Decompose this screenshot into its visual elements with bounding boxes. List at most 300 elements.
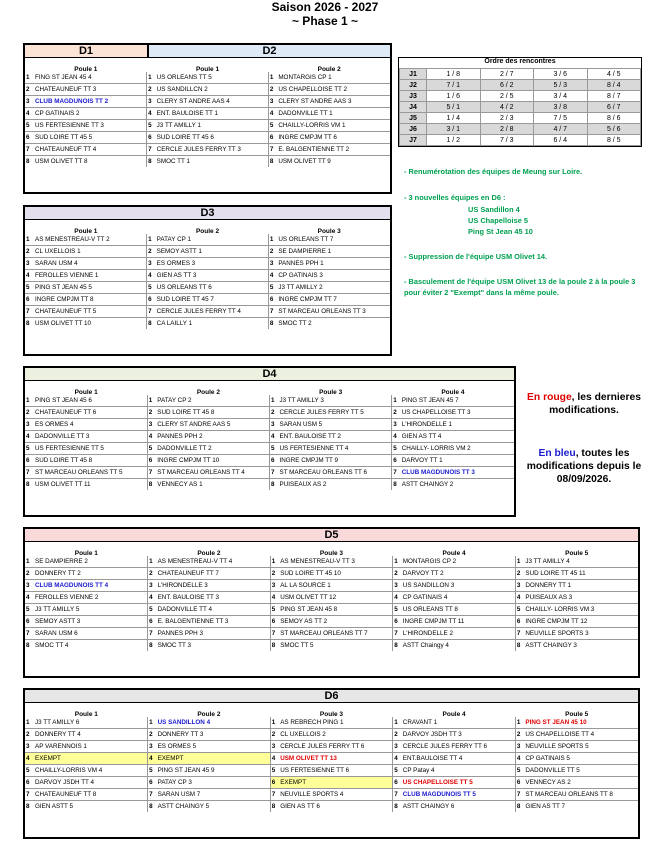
team-cell: PATAY CP 2 bbox=[155, 395, 269, 407]
team-cell: US CHAPELLOISE TT 5 bbox=[401, 777, 516, 789]
team-number: 7 bbox=[392, 467, 400, 479]
team-cell: DARVOY JSDH TT 3 bbox=[401, 729, 516, 741]
match-pairing: 8 / 7 bbox=[587, 91, 641, 102]
team-number: 3 bbox=[270, 580, 278, 592]
team-cell: SMOC TT 5 bbox=[278, 640, 393, 652]
team-cell: ENT. BAULOISE TT 3 bbox=[156, 592, 271, 604]
team-number: 6 bbox=[515, 616, 523, 628]
team-number: 5 bbox=[25, 282, 33, 294]
team-number: 5 bbox=[147, 282, 155, 294]
team-number: 1 bbox=[25, 556, 33, 568]
table-row bbox=[25, 132, 390, 144]
team-cell: GIEN AS TT 7 bbox=[525, 803, 566, 810]
team-cell: INGRE CMPJM TT 12 bbox=[523, 616, 638, 628]
team-cell: US ORLEANS TT 6 bbox=[155, 282, 269, 294]
d1-label: D1 bbox=[25, 45, 149, 57]
team-number: 1 bbox=[25, 234, 33, 246]
team-cell: USM OLIVET TT 13 bbox=[278, 753, 393, 765]
poule-header-row bbox=[25, 58, 390, 72]
table-row bbox=[25, 246, 390, 258]
team-cell: J3 TT AMILLY 3 bbox=[278, 395, 392, 407]
match-pairing: 6 / 2 bbox=[480, 80, 534, 91]
legend-red bbox=[525, 391, 643, 417]
team-number: 2 bbox=[268, 84, 276, 96]
team-cell: CHAILLY-LORRIS VM 4 bbox=[33, 765, 148, 777]
team-cell: E. BALGENTIENNE TT 3 bbox=[156, 616, 271, 628]
match-order-row bbox=[400, 91, 641, 102]
team-cell: ST MARCEAU ORLEANS TT 7 bbox=[278, 628, 393, 640]
team-number: 4 bbox=[25, 753, 33, 765]
team-number: 7 bbox=[25, 789, 33, 801]
team-number: 7 bbox=[393, 789, 401, 801]
team-number: 7 bbox=[268, 306, 276, 318]
team-number: 6 bbox=[515, 777, 523, 789]
table-row bbox=[25, 294, 390, 306]
team-number: 7 bbox=[147, 467, 155, 479]
team-cell: CP Patay 4 bbox=[401, 765, 516, 777]
match-pairing: 2 / 5 bbox=[480, 91, 534, 102]
team-cell: AP VARENNOIS 1 bbox=[33, 741, 148, 753]
team-cell: L'HIRONDELLE 3 bbox=[156, 580, 271, 592]
team-number: 1 bbox=[147, 234, 155, 246]
team-number: 5 bbox=[148, 765, 156, 777]
table-row bbox=[25, 156, 390, 168]
team-number: 7 bbox=[147, 306, 155, 318]
team-number: 4 bbox=[270, 753, 278, 765]
team-number: 2 bbox=[25, 246, 33, 258]
team-cell: CHAILLY- LORRIS VM 2 bbox=[400, 443, 514, 455]
team-cell: DADONVILLE TT 1 bbox=[276, 108, 390, 120]
team-number: 6 bbox=[147, 294, 155, 306]
team-cell: CL UXELLOIS 1 bbox=[33, 246, 147, 258]
team-number: 6 bbox=[268, 294, 276, 306]
team-cell: ST MARCEAU ORLEANS TT 3 bbox=[276, 306, 390, 318]
team-cell: SEMOY ASTT 3 bbox=[33, 616, 148, 628]
team-cell: US CHAPELLOISE TT 3 bbox=[400, 407, 514, 419]
note-switch: - Basculement de l'équipe USM Olivet 13 de la poule 2 à la poule 3 pour éviter 2 "Exempt" dans la même poule. bbox=[404, 277, 636, 297]
match-order-title: Ordre des rencontres bbox=[484, 58, 556, 65]
team-cell: US ORLEANS TT 7 bbox=[276, 234, 390, 246]
team-cell: ST MARCEAU ORLEANS TT 6 bbox=[278, 467, 392, 479]
team-cell: US SANDILLON 4 bbox=[156, 717, 271, 729]
match-pairing: 2 / 8 bbox=[480, 124, 534, 135]
team-number: 4 bbox=[148, 753, 156, 765]
team-cell: ASTT CHAINGY 6 bbox=[401, 801, 516, 813]
table-row bbox=[25, 556, 638, 568]
team-cell: J3 TT AMILLY 4 bbox=[523, 556, 638, 568]
team-cell: US SANDILLON 3 bbox=[401, 580, 516, 592]
team-cell: CLUB MAGDUNOIS TT 4 bbox=[33, 580, 148, 592]
team-number: 8 bbox=[394, 642, 398, 649]
team-cell: SUD LOIRE TT 45 7 bbox=[155, 294, 269, 306]
table-row bbox=[25, 96, 390, 108]
d5-label: D5 bbox=[25, 529, 638, 542]
team-number: 6 bbox=[147, 455, 155, 467]
table-row bbox=[25, 640, 638, 652]
team-cell: MONTARGIS CP 1 bbox=[276, 72, 390, 84]
team-number: 2 bbox=[148, 729, 156, 741]
team-number: 5 bbox=[147, 120, 155, 132]
match-pairing: 1 / 4 bbox=[427, 113, 481, 124]
team-cell: ENT. BAULOISE TT 1 bbox=[155, 108, 269, 120]
team-cell: USM OLIVET TT 8 bbox=[33, 156, 147, 168]
team-cell: AL LA SOURCE 1 bbox=[278, 580, 393, 592]
team-cell: PING ST JEAN 45 5 bbox=[33, 282, 147, 294]
team-number: 1 bbox=[270, 395, 278, 407]
team-number: 2 bbox=[268, 246, 276, 258]
team-number: 5 bbox=[25, 443, 33, 455]
poule-header: Poule 5 bbox=[565, 550, 589, 557]
match-pairing: 4 / 7 bbox=[534, 124, 588, 135]
matchday-label: J5 bbox=[400, 113, 427, 124]
team-cell: CP GATINAIS 4 bbox=[401, 592, 516, 604]
note-new-team-1: US Sandillon 4 bbox=[468, 205, 520, 214]
poule-header-row bbox=[25, 381, 514, 395]
team-cell: CLERY ST ANDRE AAS 5 bbox=[155, 419, 269, 431]
match-pairing: 8 / 6 bbox=[587, 113, 641, 124]
team-number: 8 bbox=[149, 803, 153, 810]
team-number: 8 bbox=[26, 320, 30, 327]
team-cell: SEMOY ASTT 1 bbox=[155, 246, 269, 258]
team-number: 6 bbox=[268, 132, 276, 144]
team-number: 8 bbox=[394, 803, 398, 810]
table-row bbox=[25, 419, 514, 431]
team-number: 1 bbox=[148, 717, 156, 729]
team-cell: CHAILLY-LORRIS VM 1 bbox=[276, 120, 390, 132]
team-cell: SARAN USM 5 bbox=[278, 419, 392, 431]
table-row bbox=[25, 234, 390, 246]
team-number: 8 bbox=[271, 642, 276, 649]
table-row bbox=[25, 443, 514, 455]
team-cell: E. BALGENTIENNE TT 2 bbox=[276, 144, 390, 156]
team-number: 8 bbox=[269, 158, 274, 165]
match-pairing: 6 / 7 bbox=[587, 102, 641, 113]
team-number: 8 bbox=[271, 803, 276, 810]
team-number: 4 bbox=[147, 270, 155, 282]
team-number: 4 bbox=[25, 270, 33, 282]
team-cell: GIEN ASTT 5 bbox=[33, 801, 148, 813]
team-cell: CHATEAUNEUF TT 5 bbox=[33, 306, 147, 318]
table-row bbox=[25, 407, 514, 419]
team-cell: PATAY CP 3 bbox=[156, 777, 271, 789]
team-number: 7 bbox=[25, 306, 33, 318]
team-cell: CLERY ST ANDRE AAS 3 bbox=[276, 96, 390, 108]
table-row bbox=[25, 431, 514, 443]
match-order-row bbox=[400, 102, 641, 113]
matchday-label: J4 bbox=[400, 102, 427, 113]
team-cell: DONNERY TT 4 bbox=[33, 729, 148, 741]
division-d6-block bbox=[23, 688, 640, 839]
team-cell: ES ORMES 3 bbox=[155, 258, 269, 270]
poule-header-row bbox=[25, 220, 390, 234]
division-d5-block bbox=[23, 527, 640, 678]
team-cell: SMOC TT 3 bbox=[156, 640, 271, 652]
team-cell: DADONVILLE TT 3 bbox=[33, 431, 147, 443]
team-cell: VENNECY AS 2 bbox=[523, 777, 638, 789]
legend-blue-word: En bleu bbox=[538, 448, 576, 459]
team-number: 5 bbox=[515, 604, 523, 616]
team-number: 3 bbox=[148, 741, 156, 753]
team-cell: EXEMPT bbox=[33, 753, 148, 765]
team-number: 2 bbox=[393, 729, 401, 741]
team-cell: SUD LOIRE TT 45 5 bbox=[33, 132, 147, 144]
team-cell: PING ST JEAN 45 8 bbox=[278, 604, 393, 616]
team-cell: J3 TT AMILLY 6 bbox=[33, 717, 148, 729]
team-number: 8 bbox=[271, 481, 275, 488]
team-number: 3 bbox=[268, 96, 276, 108]
team-number: 3 bbox=[393, 741, 401, 753]
team-cell: CP GATINAIS 5 bbox=[523, 753, 638, 765]
team-cell: SMOC TT 4 bbox=[33, 640, 148, 652]
team-number: 6 bbox=[25, 777, 33, 789]
match-pairing: 1 / 2 bbox=[427, 135, 481, 146]
team-number: 1 bbox=[147, 395, 155, 407]
team-cell: CHAILLY- LORRIS VM 3 bbox=[523, 604, 638, 616]
team-cell: PING ST JEAN 45 10 bbox=[523, 717, 638, 729]
match-pairing: 2 / 7 bbox=[480, 69, 534, 80]
team-cell: INGRE CMPJM TT 10 bbox=[155, 455, 269, 467]
team-number: 1 bbox=[393, 717, 401, 729]
poule-header: Poule 1 bbox=[74, 66, 98, 73]
poule-header-row bbox=[25, 542, 638, 556]
team-cell: PANNES PPH 2 bbox=[155, 431, 269, 443]
table-row bbox=[25, 306, 390, 318]
table-row bbox=[25, 592, 638, 604]
table-row bbox=[25, 789, 638, 801]
matchday-label: J6 bbox=[400, 124, 427, 135]
team-cell: ASTT Chaingy 4 bbox=[401, 640, 516, 652]
team-cell: CERCLE JULES FERRY TT 3 bbox=[155, 144, 269, 156]
team-number: 4 bbox=[270, 592, 278, 604]
team-cell: INGRE CMPJM TT 8 bbox=[33, 294, 147, 306]
team-cell: ST MARCEAU ORLEANS TT 4 bbox=[155, 467, 269, 479]
match-pairing: 8 / 5 bbox=[587, 135, 641, 146]
table-row bbox=[25, 108, 390, 120]
table-row bbox=[25, 282, 390, 294]
team-cell: SUD LOIRE TT 45 8 bbox=[33, 455, 147, 467]
match-pairing: 3 / 1 bbox=[427, 124, 481, 135]
team-number: 1 bbox=[268, 72, 276, 84]
team-number: 2 bbox=[147, 84, 155, 96]
team-cell: ASTT CHAINGY 5 bbox=[156, 801, 271, 813]
team-number: 3 bbox=[268, 258, 276, 270]
team-number: 4 bbox=[147, 431, 155, 443]
table-row bbox=[25, 580, 638, 592]
team-cell: CP GATINAIS 2 bbox=[33, 108, 147, 120]
team-number: 4 bbox=[25, 108, 33, 120]
team-cell: DONNERY TT 1 bbox=[523, 580, 638, 592]
team-number: 1 bbox=[270, 556, 278, 568]
team-cell: J3 TT AMILLY 5 bbox=[33, 604, 148, 616]
team-number: 3 bbox=[392, 419, 400, 431]
team-cell: CLERY ST ANDRE AAS 4 bbox=[155, 96, 269, 108]
table-row bbox=[25, 616, 638, 628]
team-number: 4 bbox=[393, 592, 401, 604]
team-number: 7 bbox=[148, 789, 156, 801]
match-pairing: 3 / 4 bbox=[534, 91, 588, 102]
team-number: 4 bbox=[147, 108, 155, 120]
team-number: 8 bbox=[516, 642, 521, 649]
team-number: 3 bbox=[515, 580, 523, 592]
team-cell: SUD LOIRE TT 45 6 bbox=[155, 132, 269, 144]
team-number: 5 bbox=[25, 604, 33, 616]
team-cell: J3 TT AMILLY 2 bbox=[276, 282, 390, 294]
team-number: 4 bbox=[268, 108, 276, 120]
team-number: 8 bbox=[26, 803, 30, 810]
team-number: 7 bbox=[25, 144, 33, 156]
team-number: 6 bbox=[270, 455, 278, 467]
team-cell: AS MENESTREAU-V TT 4 bbox=[156, 556, 271, 568]
team-number: 2 bbox=[515, 729, 523, 741]
legend-red-text: , les dernieres modifications. bbox=[549, 392, 641, 416]
team-cell: CERCLE JULES FERRY TT 5 bbox=[278, 407, 392, 419]
d3-label: D3 bbox=[25, 207, 390, 220]
team-number: 2 bbox=[148, 568, 156, 580]
team-number: 5 bbox=[270, 443, 278, 455]
team-number: 1 bbox=[147, 72, 155, 84]
poule-header: Poule 3 bbox=[319, 550, 344, 557]
team-number: 6 bbox=[25, 616, 33, 628]
team-number: 6 bbox=[25, 455, 33, 467]
table-row bbox=[25, 604, 638, 616]
poule-header: Poule 4 bbox=[442, 550, 466, 557]
d6-label: D6 bbox=[25, 690, 638, 703]
team-cell: US CHAPELLOISE TT 4 bbox=[523, 729, 638, 741]
table-row bbox=[25, 717, 638, 729]
team-number: 5 bbox=[515, 765, 523, 777]
team-number: 3 bbox=[515, 741, 523, 753]
match-pairing: 4 / 5 bbox=[587, 69, 641, 80]
team-number: 1 bbox=[270, 717, 278, 729]
team-cell: CLUB MAGDUNOIS TT 3 bbox=[400, 467, 514, 479]
season-title: Saison 2026 - 2027 bbox=[271, 0, 379, 14]
team-cell: CHATEAUNEUF TT 6 bbox=[33, 407, 147, 419]
team-number: 1 bbox=[393, 556, 401, 568]
team-number: 6 bbox=[393, 777, 401, 789]
match-order-table bbox=[398, 57, 642, 147]
team-number: 7 bbox=[393, 628, 401, 640]
team-number: 3 bbox=[270, 741, 278, 753]
team-number: 8 bbox=[26, 642, 30, 649]
team-number: 3 bbox=[25, 741, 33, 753]
division-d4-block bbox=[23, 366, 516, 517]
team-cell: INGRE CMPJM TT 6 bbox=[276, 132, 390, 144]
team-number: 2 bbox=[515, 568, 523, 580]
team-cell: ENT.BAULOISE TT 4 bbox=[401, 753, 516, 765]
team-cell: SMOC TT 2 bbox=[278, 320, 312, 327]
team-number: 4 bbox=[393, 753, 401, 765]
team-cell: CLUB MAGDUNOIS TT 5 bbox=[401, 789, 516, 801]
team-number: 3 bbox=[25, 580, 33, 592]
match-pairing: 2 / 3 bbox=[480, 113, 534, 124]
poule-header: Poule 1 bbox=[195, 66, 220, 73]
matchday-label: J3 bbox=[400, 91, 427, 102]
team-number: 3 bbox=[25, 419, 33, 431]
team-cell: EXEMPT bbox=[156, 753, 271, 765]
team-cell: CERCLE JULES FERRY TT 6 bbox=[278, 741, 393, 753]
team-cell: USM OLIVET TT 10 bbox=[33, 318, 147, 330]
team-cell: FING ST JEAN 45 4 bbox=[33, 72, 147, 84]
team-cell: DARVOY TT 2 bbox=[401, 568, 516, 580]
matchday-label: J1 bbox=[400, 69, 427, 80]
d4-label: D4 bbox=[25, 368, 514, 381]
poule-header: Poule 1 bbox=[74, 228, 98, 235]
team-number: 7 bbox=[270, 467, 278, 479]
team-number: 8 bbox=[149, 642, 153, 649]
note-suppression: - Suppression de l'équipe USM Olivet 14. bbox=[404, 252, 548, 261]
team-cell: ST MARCEAU ORLEANS TT 5 bbox=[33, 467, 147, 479]
team-number: 7 bbox=[147, 144, 155, 156]
team-cell: CERCLE JULES FERRY TT 6 bbox=[401, 741, 516, 753]
table-row bbox=[25, 777, 638, 789]
team-cell: PING ST JEAN 45 7 bbox=[400, 395, 514, 407]
team-cell: SARAN USM 7 bbox=[156, 789, 271, 801]
team-cell: CHATEAUNEUF TT 3 bbox=[33, 84, 147, 96]
team-cell: US FERTESIENNE TT 3 bbox=[33, 120, 147, 132]
team-cell: SARAN USM 6 bbox=[33, 628, 148, 640]
team-cell: SE DAMPIERRE 2 bbox=[33, 556, 148, 568]
team-number: 3 bbox=[147, 419, 155, 431]
team-number: 2 bbox=[270, 568, 278, 580]
team-number: 5 bbox=[25, 120, 33, 132]
team-number: 8 bbox=[269, 320, 274, 327]
team-number: 5 bbox=[270, 604, 278, 616]
poule-header: Poule 4 bbox=[441, 389, 465, 396]
team-number: 2 bbox=[393, 568, 401, 580]
team-cell: CA LAILLY 1 bbox=[155, 318, 269, 330]
table-row bbox=[25, 120, 390, 132]
team-cell: GIEN AS TT 3 bbox=[155, 270, 269, 282]
poule-header: Poule 1 bbox=[74, 389, 98, 396]
team-cell: ST MARCEAU ORLEANS TT 8 bbox=[523, 789, 638, 801]
team-number: 1 bbox=[392, 395, 400, 407]
team-number: 4 bbox=[392, 431, 400, 443]
phase-subtitle: ~ Phase 1 ~ bbox=[291, 14, 359, 28]
team-number: 1 bbox=[268, 234, 276, 246]
team-cell: DARVOY TT 1 bbox=[400, 455, 514, 467]
team-cell: GIEN AS TT 4 bbox=[400, 431, 514, 443]
poule-header: Poule 2 bbox=[197, 711, 221, 718]
legend-blue bbox=[525, 447, 643, 486]
team-number: 6 bbox=[25, 294, 33, 306]
division-header bbox=[25, 45, 390, 58]
table-row bbox=[25, 395, 514, 407]
team-cell: ENT. BAULOISE TT 2 bbox=[278, 431, 392, 443]
team-number: 7 bbox=[25, 467, 33, 479]
table-row bbox=[25, 741, 638, 753]
team-cell: SARAN USM 4 bbox=[33, 258, 147, 270]
team-number: 8 bbox=[26, 158, 30, 165]
team-cell: PANNES PPH 1 bbox=[276, 258, 390, 270]
team-cell: CHATEAUNEUF TT 8 bbox=[33, 789, 148, 801]
team-cell: US FERTESIENNE TT 4 bbox=[278, 443, 392, 455]
match-order-row bbox=[400, 69, 641, 80]
team-cell: ES ORMES 5 bbox=[156, 741, 271, 753]
table-row bbox=[25, 258, 390, 270]
team-cell: PATAY CP 1 bbox=[155, 234, 269, 246]
team-cell: DONNERY TT 3 bbox=[156, 729, 271, 741]
team-cell: PING ST JEAN 45 9 bbox=[156, 765, 271, 777]
team-number: 5 bbox=[268, 120, 276, 132]
note-new-team-3: Ping St Jean 45 10 bbox=[468, 227, 533, 236]
d2-label: D2 bbox=[149, 45, 390, 57]
poule-header: Poule 5 bbox=[565, 711, 589, 718]
legend-red-word: En rouge bbox=[527, 392, 572, 403]
match-pairing: 6 / 4 bbox=[534, 135, 588, 146]
team-number: 1 bbox=[515, 556, 523, 568]
match-pairing: 7 / 1 bbox=[427, 80, 481, 91]
team-cell: SUD LOIRE TT 45 8 bbox=[155, 407, 269, 419]
